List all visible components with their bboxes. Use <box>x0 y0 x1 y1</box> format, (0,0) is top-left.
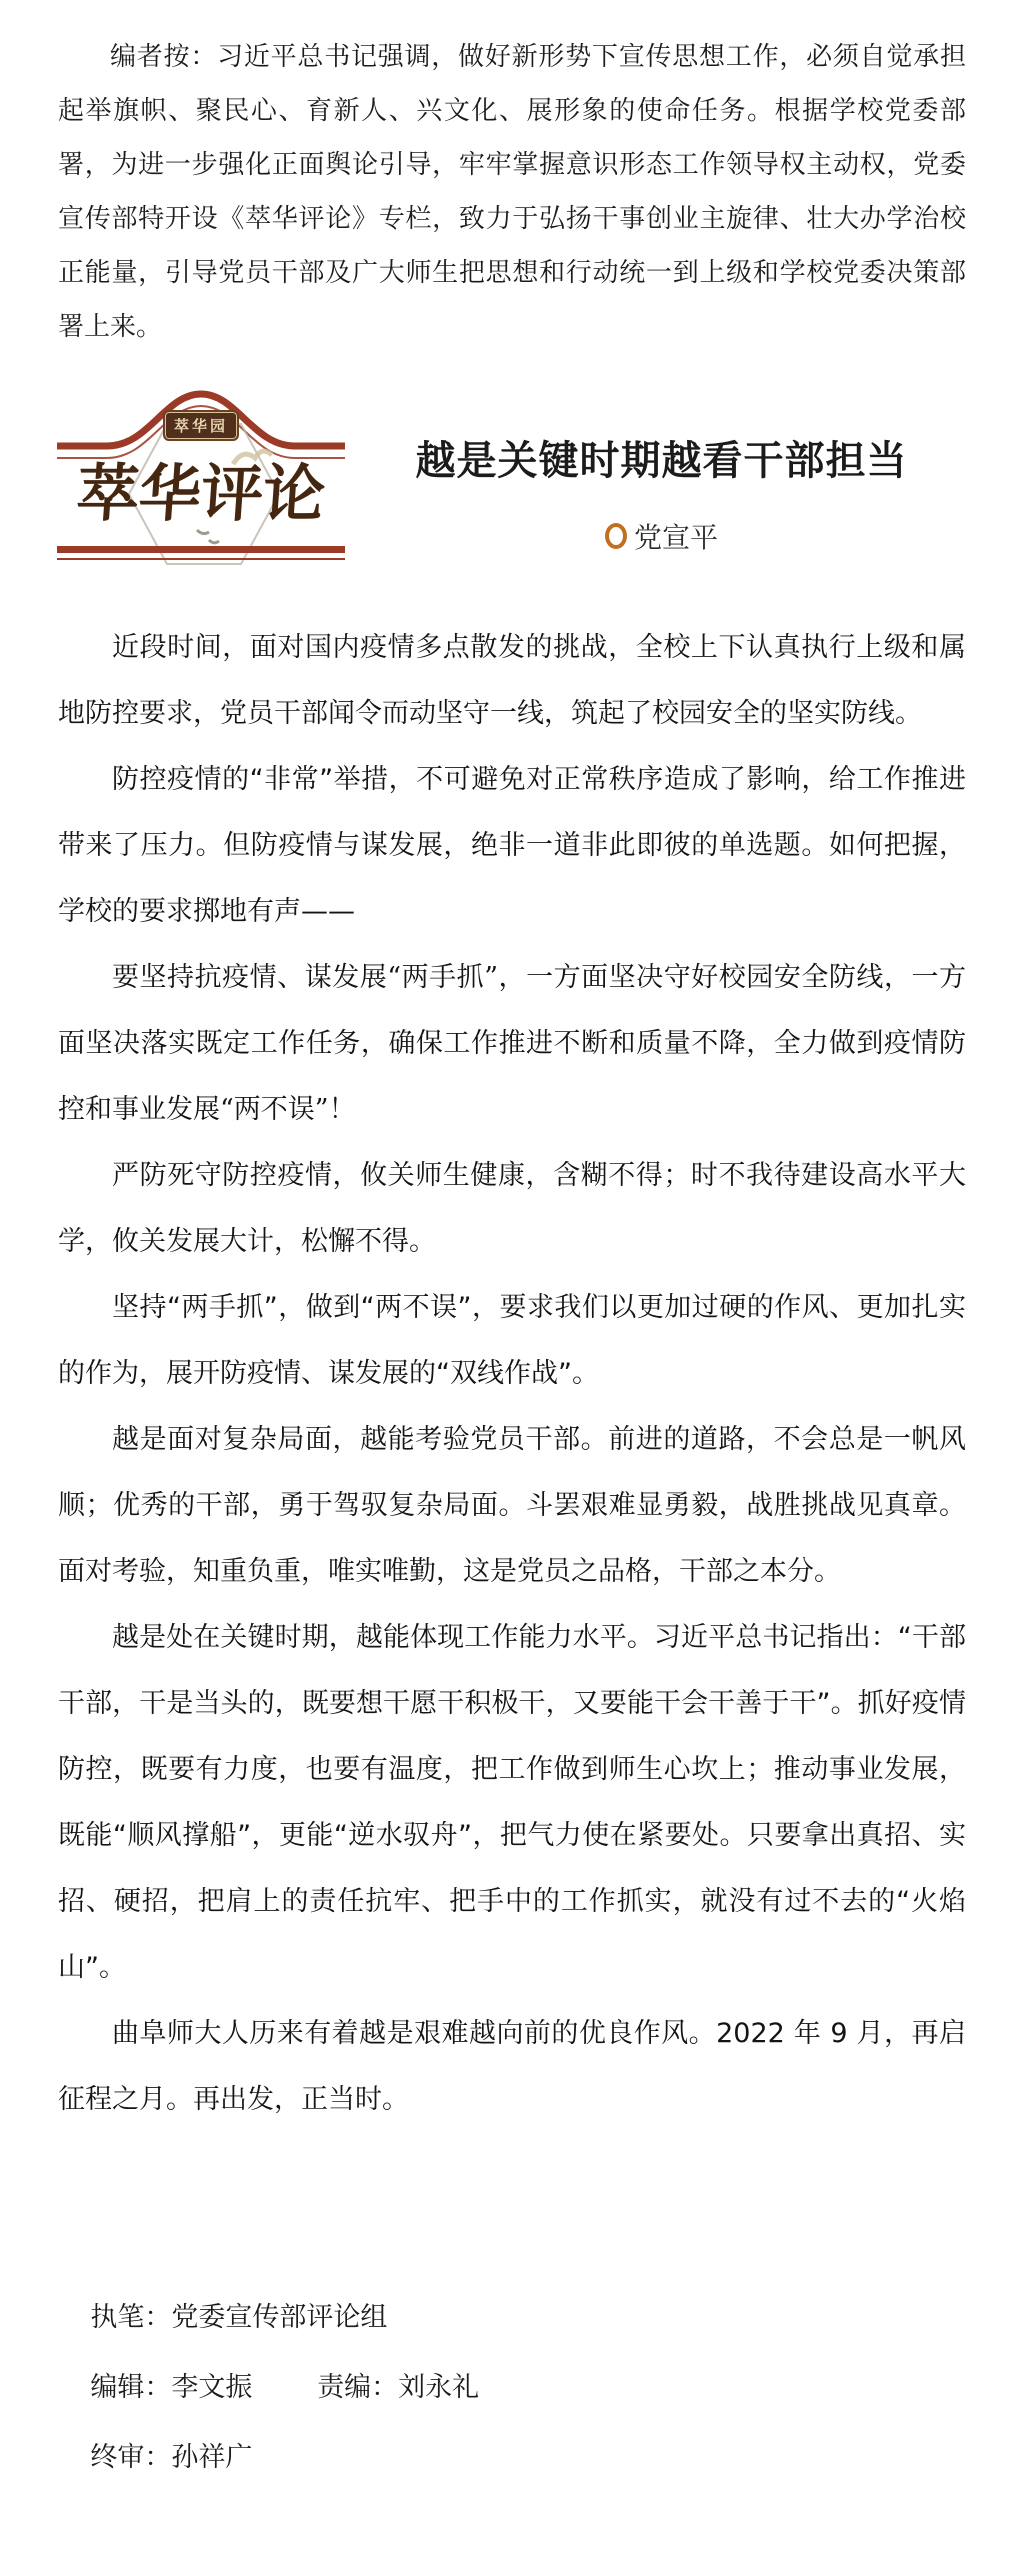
editor-note-paragraph: 编者按：习近平总书记强调，做好新形势下宣传思想工作，必须自觉承担起举旗帜、聚民心、育新人、兴文化、展形象的使命任务。根据学校党委部署，为进一步强化正面舆论引导，牢牢掌握意识形态工作领导权主动权，党委宣传部特开设《萃华评论》专栏，致力于弘扬干事创业主旋律、壮大办学治校正能量，引导党员干部及广大师生把思想和行动统一到上级和学校党委决策部署上来。 <box>58 42 966 342</box>
author-row <box>605 516 718 556</box>
credit-editors <box>58 2353 966 2423</box>
article-paragraph: 要坚持抗疫情、谋发展“两手抓”，一方面坚决守好校园安全防线，一方面坚决落实既定工作任务，确保工作推进不断和质量不降，全力做到疫情防控和事业发展“两不误”！ <box>58 962 966 1125</box>
article-body <box>58 615 966 2133</box>
author-ring-icon <box>605 523 627 549</box>
article-header <box>57 380 1024 605</box>
article-paragraph: 坚持“两手抓”，做到“两不误”，要求我们以更加过硬的作风、更加扎实的作为，展开防疫情、谋发展的“双线作战”。 <box>58 1292 966 1389</box>
article-paragraph: 严防死守防控疫情，攸关师生健康，含糊不得；时不我待建设高水平大学，攸关发展大计，松懈不得。 <box>58 1160 966 1257</box>
logo-brush-title: 萃华评论 <box>74 456 328 530</box>
credit-duty-editor: 责编：刘永礼 <box>317 2372 480 2403</box>
page-title: 越是关键时期越看干部担当 <box>415 437 908 484</box>
author-name: 党宣平 <box>633 521 718 554</box>
credits-block <box>58 2283 966 2549</box>
credit-writer: 执笔：党委宣传部评论组 <box>90 2302 388 2333</box>
article-paragraph: 防控疫情的“非常”举措，不可避免对正常秩序造成了影响，给工作推进带来了压力。但防疫情与谋发展，绝非一道非此即彼的单选题。如何把握，学校的要求掷地有声—— <box>58 764 966 927</box>
article-paragraph: 越是面对复杂局面，越能考验党员干部。前进的道路，不会总是一帆风顺；优秀的干部，勇于驾驭复杂局面。斗罢艰难显勇毅，战胜挑战见真章。面对考验，知重负重，唯实唯勤，这是党员之品格，干部之本分。 <box>58 1424 966 1587</box>
credit-editor: 编辑：李文振 <box>90 2372 253 2403</box>
article-paragraph: 越是处在关键时期，越能体现工作能力水平。习近平总书记指出：“干部干部，干是当头的，既要想干愿干积极干，又要能干会干善于干”。抓好疫情防控，既要有力度，也要有温度，把工作做到师生心坎上；推动事业发展，既能“顺风撑船”，更能“逆水驭舟”，把气力使在紧要处。只要拿出真招、实招、硬招，把肩上的责任抗牢、把手中的工作抓实，就没有过不去的“火焰山”。 <box>58 1622 966 1983</box>
logo-seal-plaque: 萃华园 <box>163 410 239 441</box>
title-block <box>345 429 1024 556</box>
article-paragraph: 曲阜师大人历来有着越是艰难越向前的优良作风。2022 年 9 月，再启征程之月。再出发，正当时。 <box>58 2018 966 2115</box>
cuihua-review-logo <box>57 382 345 604</box>
article-paragraph: 近段时间，面对国内疫情多点散发的挑战，全校上下认真执行上级和属地防控要求，党员干部闻令而动坚守一线，筑起了校园安全的坚实防线。 <box>58 632 966 729</box>
credit-final-reviewer: 终审：孙祥广 <box>90 2442 253 2473</box>
